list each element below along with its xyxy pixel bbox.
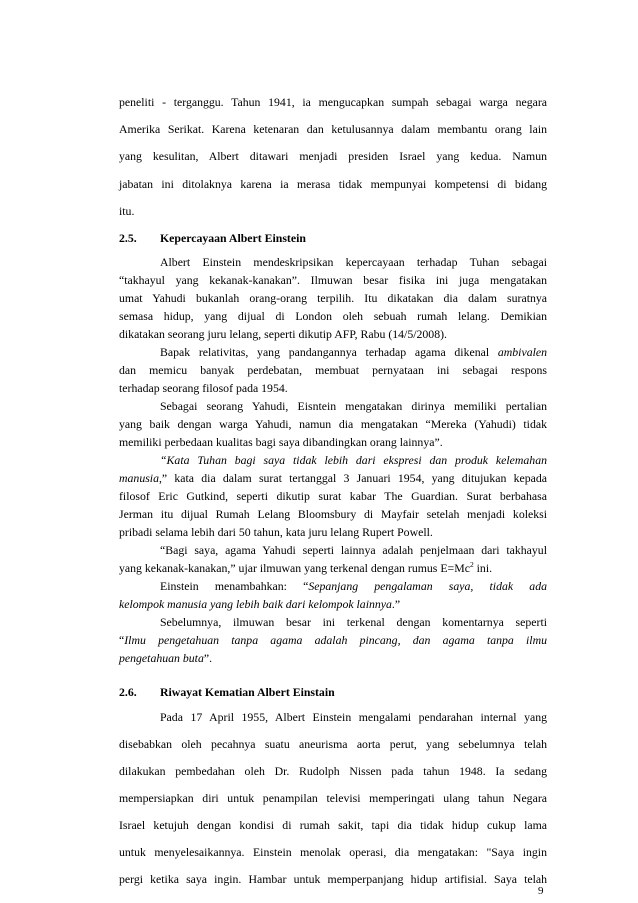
page-number: 9 [538, 885, 544, 897]
text-line: “takhayul yang kekanak-kanakan”. Ilmuwan besar fisika ini juga mengatakan [119, 273, 547, 287]
text-line: kelompok manusia yang lebih baik dari kelompok lainnya.” [119, 597, 401, 611]
text-line: Sebagai seorang Yahudi, Eisntein mengatakan dirinya memiliki pertalian [160, 399, 547, 413]
emphasis-text: ambivalen [497, 345, 547, 359]
text-line: dilakukan pembedahan oleh Dr. Rudolph Nissen pada tahun 1948. Ia sedang [119, 764, 547, 778]
text-line: Jerman itu dijual Rumah Lelang Bloomsbury di Mayfair setelah menjadi koleksi [119, 507, 547, 521]
text-line: disebabkan oleh pecahnya suatu aneurisma aorta perut, yang sebelumnya telah [119, 737, 547, 751]
text-line: yang kekanak-kanakan,” ujar ilmuwan yang terkenal dengan rumus $E=Mc^2$ ini. [119, 560, 493, 575]
emphasis-text: pengetahuan buta [119, 651, 204, 665]
text-line: Amerika Serikat. Karena ketenaran dan ketulusannya dalam membantu orang lain [119, 122, 547, 136]
text-line: mempersiapkan diri untuk penampilan televisi memperingati ulang tahun Negara [119, 791, 547, 805]
text-line: itu. [119, 204, 135, 218]
text-line: “Ilmu pengetahuan tanpa agama adalah pincang, dan agama tanpa ilmu [119, 633, 547, 647]
text-line: yang kesulitan, Albert ditawari menjadi presiden Israel yang kedua. Namun [119, 149, 547, 163]
text-line: “Bagi saya, agama Yahudi seperti lainnya adalah penjelmaan dari takhayul [160, 543, 547, 557]
emphasis-text: Sepanjang pengalaman saya, tidak ada [308, 579, 547, 593]
emphasis-text: Ilmu pengetahuan tanpa agama adalah pincang, dan agama tanpa ilmu [124, 633, 547, 647]
text-line: dan memicu banyak perdebatan, membuat pernyataan ini sebagai respons [119, 363, 547, 377]
text-line [160, 453, 547, 468]
text-line: pengetahuan buta”. [119, 651, 213, 665]
text-line: Einstein menambahkan: “Sepanjang pengalaman saya, tidak ada [160, 579, 547, 593]
text-line: semasa hidup, yang dijual di London oleh sebuah rumah lelang. Demikian [119, 309, 547, 323]
text-line: Bapak relativitas, yang pandangannya terhadap agama dikenal ambivalen [160, 345, 547, 359]
text-line: manusia,” kata dia dalam surat tertanggal 3 Januari 1954, yang ditujukan kepada [119, 471, 547, 485]
text-line: terhadap seorang filosof pada 1954. [119, 381, 288, 395]
section-title: Riwayat Kematian Albert Einstain [160, 685, 335, 699]
text-line: memiliki perbedaan kualitas bagi saya dibandingkan orang lainnya”. [119, 435, 443, 449]
text-line: Israel ketujuh dengan kondisi di rumah sakit, tapi dia tidak hidup cukup lama [119, 818, 547, 832]
text-line: Sebelumnya, ilmuwan besar ini terkenal dengan komentarnya seperti [160, 615, 547, 629]
text-line: pribadi selama lebih dari 50 tahun, kata juru lelang Rupert Powell. [119, 525, 433, 539]
section-title: Kepercayaan Albert Einstein [160, 231, 306, 245]
text-line: filosof Eric Gutkind, seperti dikutip surat kabar The Guardian. Surat berbahasa [119, 489, 547, 503]
text-line: peneliti - terganggu. Tahun 1941, ia mengucapkan sumpah sebagai warga negara [119, 95, 547, 109]
section-number: 2.6. [119, 685, 137, 699]
emphasis-text: kelompok manusia yang lebih baik dari kelompok lainnya [119, 597, 392, 611]
text-line: jabatan ini ditolaknya karena ia merasa tidak mempunyai kompetensi di bidang [119, 177, 547, 191]
text-line: untuk menyelesaikannya. Einstein menolak operasi, dia mengatakan: "Saya ingin [119, 845, 547, 859]
text-line: Pada 17 April 1955, Albert Einstein mengalami pendarahan internal yang [160, 710, 547, 724]
text-line: Albert Einstein mendeskripsikan kepercayaan terhadap Tuhan sebagai [160, 255, 547, 269]
text-line: umat Yahudi bukanlah orang-orang terpilih. Itu dikatakan dia dalam suratnya [119, 291, 547, 305]
emphasis-text: “Kata Tuhan bagi saya tidak lebih dari ekspresi dan produk kelemahan [160, 453, 547, 467]
emphasis-text: manusia [119, 471, 159, 485]
section-number: 2.5. [119, 231, 137, 245]
text-line: dikatakan seorang juru lelang, seperti dikutip AFP, Rabu (14/5/2008). [119, 327, 447, 341]
text-line: pergi ketika saya ingin. Hambar untuk memperpanjang hidup artifisial. Saya telah [119, 872, 547, 886]
superscript: 2 [469, 560, 474, 569]
text-line: yang baik dengan warga Yahudi, namun dia mengatakan “Mereka (Yahudi) tidak [119, 417, 547, 431]
